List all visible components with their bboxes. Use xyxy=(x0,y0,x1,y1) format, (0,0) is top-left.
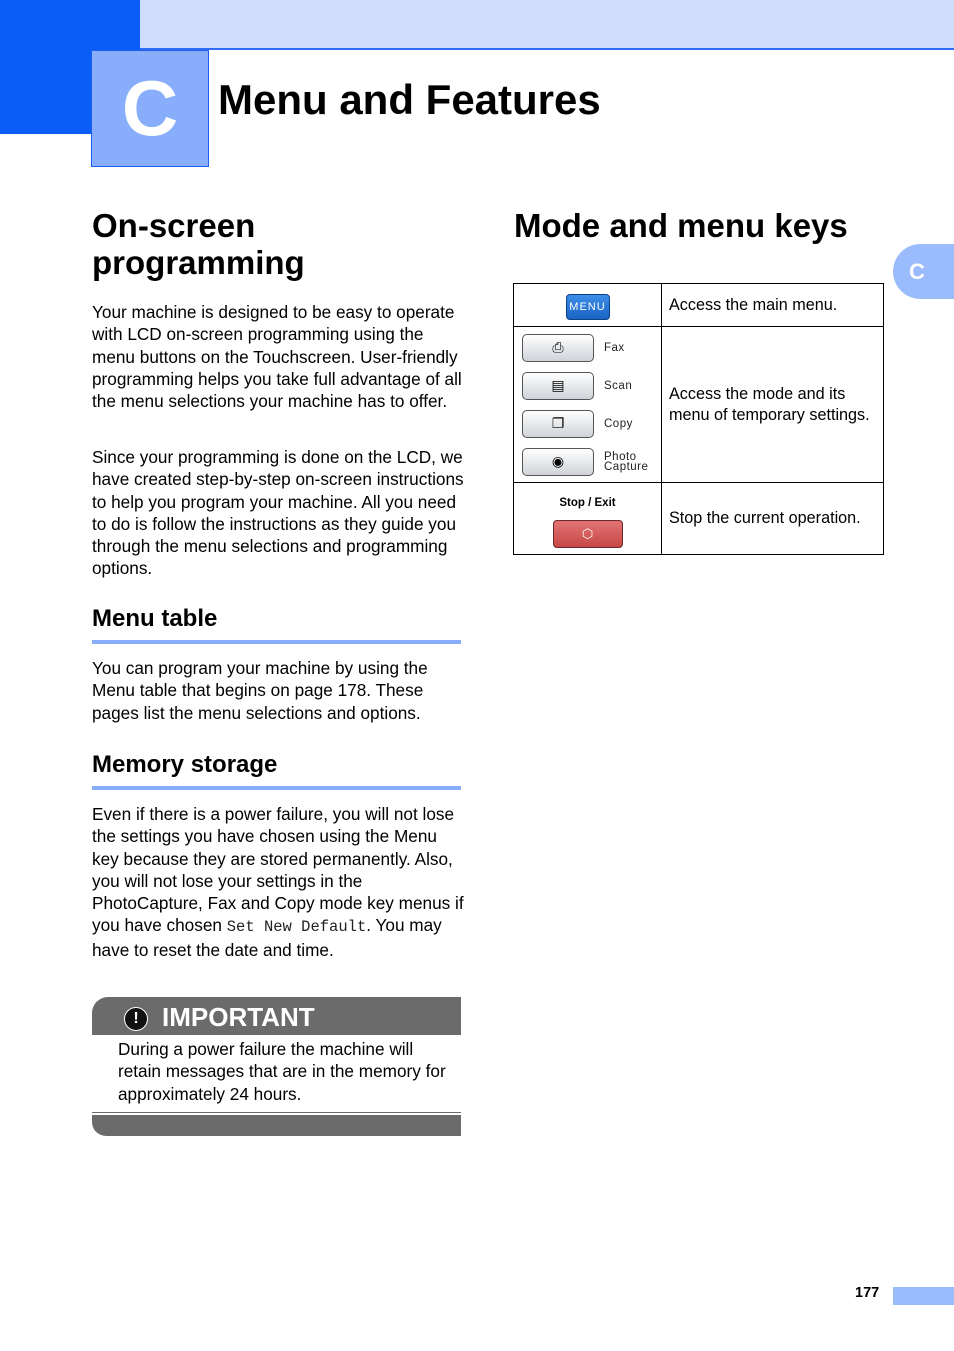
page-number-bar xyxy=(893,1287,954,1305)
important-footer-bar xyxy=(92,1115,461,1136)
scan-icon: ▤ xyxy=(551,377,565,393)
photo-capture-button[interactable] xyxy=(522,448,594,476)
chapter-letter: C xyxy=(91,50,209,167)
menu-table-heading: Menu table xyxy=(92,604,461,644)
mode-menu-keys-table xyxy=(513,283,884,555)
important-divider xyxy=(92,1112,461,1113)
page-number: 177 xyxy=(855,1285,880,1301)
onscreen-paragraph-2: Since your programming is done on the LCD, we have created step-by-step on-screen instructions to help you program your machine. All you need to do is follow the instructions as they guide you through the menu selections and programming options. xyxy=(92,447,464,579)
mode-key-row xyxy=(514,405,661,443)
fax-label: Fax xyxy=(604,341,625,354)
camera-icon: ◉ xyxy=(551,453,565,469)
menu-table-paragraph: You can program your machine by using the Menu table that begins on page 178. These pages list the menu selections and options. xyxy=(92,658,428,723)
copy-button[interactable] xyxy=(522,410,594,438)
chapter-title: Menu and Features xyxy=(218,76,601,123)
memory-text-after: . You may have to reset the date and time. xyxy=(92,915,442,960)
important-banner xyxy=(92,997,461,1035)
copy-icon: ❐ xyxy=(551,415,565,431)
memory-storage-paragraph xyxy=(92,803,464,961)
mode-key-row xyxy=(514,329,661,367)
scan-button[interactable] xyxy=(522,372,594,400)
mode-keys-cell xyxy=(514,327,662,483)
table-row xyxy=(514,327,884,483)
table-row xyxy=(514,483,884,555)
photo-capture-label: Photo Capture xyxy=(604,450,649,473)
stop-key-description: Stop the current operation. xyxy=(662,483,884,555)
chapter-side-tab[interactable]: C xyxy=(893,244,954,299)
onscreen-programming-title: On-screen programming xyxy=(92,207,305,281)
mode-key-row xyxy=(514,443,661,481)
mode-keys-description: Access the mode and its menu of temporary settings. xyxy=(662,327,884,483)
stop-icon: ⬡ xyxy=(581,526,594,541)
menu-button[interactable]: MENU xyxy=(566,294,610,320)
scan-label: Scan xyxy=(604,379,633,392)
top-band xyxy=(0,0,954,50)
stop-exit-button[interactable] xyxy=(553,520,623,548)
stop-exit-label: Stop / Exit xyxy=(559,497,616,509)
table-row xyxy=(514,284,884,327)
fax-button[interactable] xyxy=(522,334,594,362)
fax-icon: ⎙ xyxy=(552,339,564,355)
important-text: During a power failure the machine will retain messages that are in the memory for approximately 24 hours. xyxy=(118,1039,446,1104)
set-new-default-code: Set New Default xyxy=(226,918,367,937)
mode-key-row xyxy=(514,367,661,405)
stop-key-cell xyxy=(514,483,662,555)
copy-label: Copy xyxy=(604,417,633,430)
menu-key-description: Access the main menu. xyxy=(662,284,884,327)
onscreen-paragraph-1: Your machine is designed to be easy to operate with LCD on-screen programming using the menu buttons on the Touchscreen. User-friendly programming helps you take full advantage of all the menu selections your machine has to offer. xyxy=(92,302,462,412)
memory-storage-heading: Memory storage xyxy=(92,750,461,790)
menu-key-cell xyxy=(514,284,662,327)
important-label: IMPORTANT xyxy=(162,1002,315,1032)
memory-text-before: Even if there is a power failure, you will not lose the settings you have chosen using the Menu key because they are stored permanently. Also, you will not lose your settings in the PhotoCapture, Fax and Copy mode key menus if you have chosen xyxy=(92,804,464,936)
exclamation-icon: ! xyxy=(124,1007,148,1031)
mode-and-menu-keys-title: Mode and menu keys xyxy=(514,207,848,244)
